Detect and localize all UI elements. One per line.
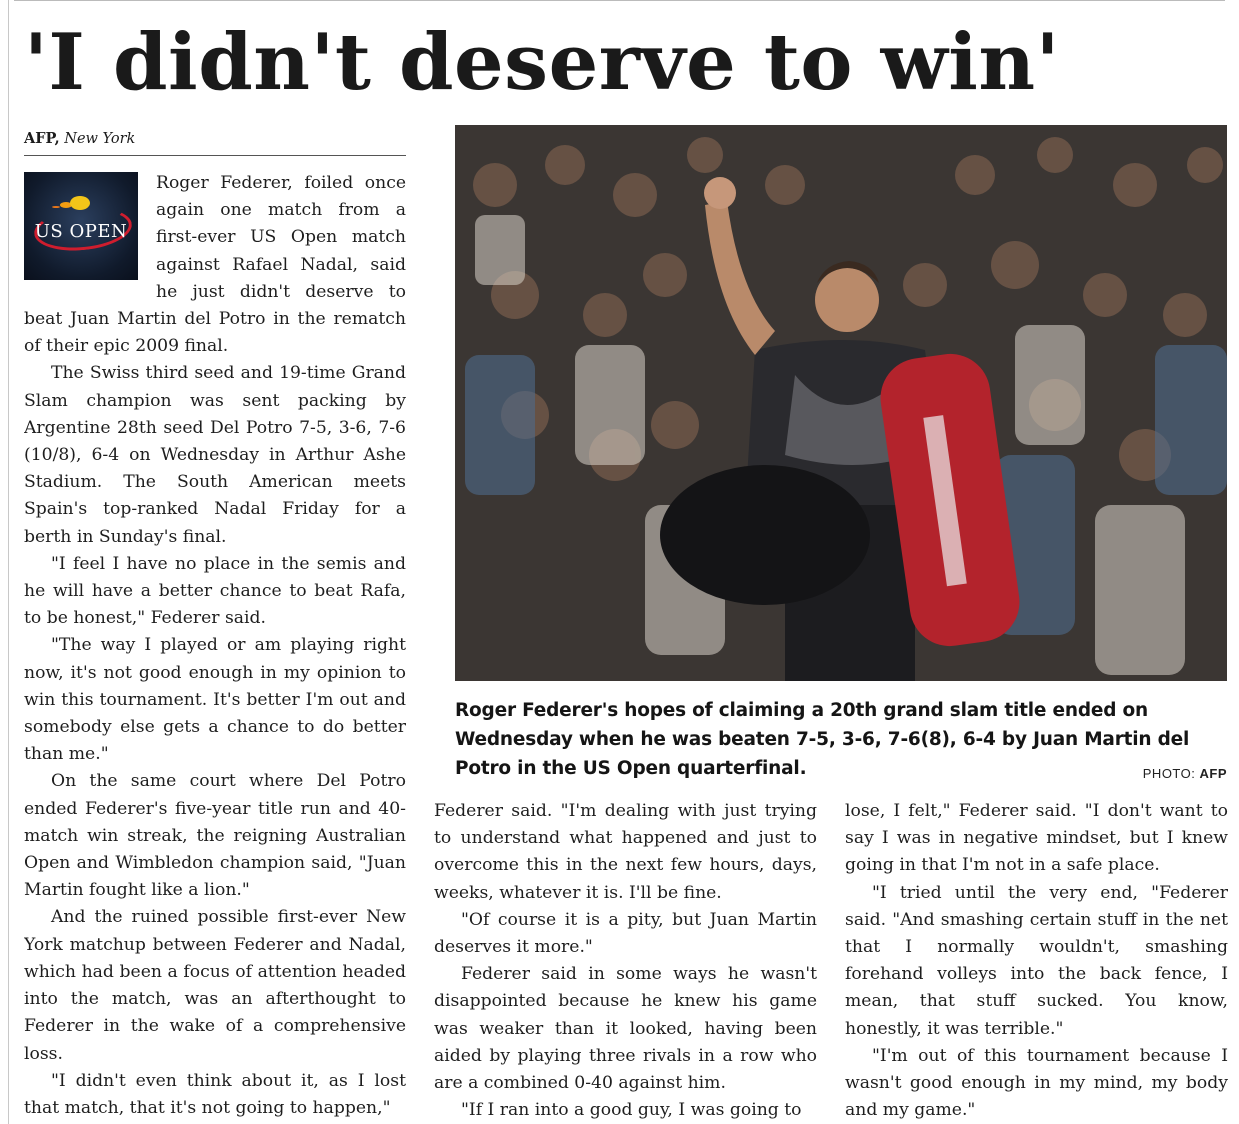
- left-rule: [8, 0, 9, 1124]
- us-open-logo: [24, 172, 138, 280]
- paragraph: "If I ran into a good guy, I was going to: [461, 1100, 802, 1120]
- top-rule: [14, 0, 1225, 1]
- paragraph: And the ruined possible first-ever New York matchup between Federer and Nadal, which had been a focus of attention headed into the match, was an afterthought to Federer in the wake of a comprehensive loss.: [24, 907, 406, 1064]
- paragraph: "The way I played or am playing right now, it's not good enough in my opinion to win this tournament. It's better I'm out and somebody else gets a chance to do better than me.": [24, 635, 406, 765]
- news-photo: [455, 125, 1227, 681]
- paragraph: lose, I felt," Federer said. "I don't want to say I was in negative mindset, but I knew going in that I'm not in a safe place.: [845, 801, 1228, 876]
- article-column-2: [434, 798, 817, 1120]
- photo-credit-agency: AFP: [1199, 766, 1227, 781]
- paragraph: "I tried until the very end, "Federer said. "And smashing certain stuff in the net that I normally wouldn't, smashing forehand volleys into the back fence, I mean, that stuff sucked. You know, honestly, it was terrible.": [845, 882, 1228, 1039]
- byline-agency: AFP,: [24, 130, 60, 147]
- photo-credit-label: PHOTO:: [1142, 766, 1196, 781]
- paragraph: Roger Federer, foiled once again one match from a first-ever US Open match against Rafael Nadal, said he just didn't deserve to beat Juan Martin del Potro in the rematch of their epic 2009 final.: [24, 173, 406, 357]
- paragraph: The Swiss third seed and 19-time Grand Slam champion was sent packing by Argentine 28th seed Del Potro 7-5, 3-6, 7-6 (10/8), 6-4 on Wednesday in Arthur Ashe Stadium. The South American meets Spain's top-ranked Nadal Friday for a berth in Sunday's final.: [24, 363, 406, 547]
- paragraph: Federer said in some ways he wasn't disappointed because he knew his game was weaker than it looked, having been aided by playing three rivals in a row who are a combined 0-40 against him.: [434, 964, 817, 1094]
- paragraph: On the same court where Del Potro ended Federer's five-year title run and 40-match win streak, the reigning Australian Open and Wimbledon champion said, "Juan Martin fought like a lion.": [24, 771, 406, 901]
- paragraph: "Of course it is a pity, but Juan Martin deserves it more.": [434, 909, 817, 958]
- paragraph: "I'm out of this tournament because I wasn't good enough in my mind, my body and my game.": [845, 1045, 1228, 1120]
- photo-credit: [1143, 766, 1227, 781]
- byline-place: New York: [64, 131, 136, 147]
- photo-federer-waving-icon: [455, 125, 1227, 681]
- paragraph: "I feel I have no place in the semis and he will have a better chance to beat Rafa, to be honest," Federer said.: [24, 553, 406, 629]
- byline: [24, 129, 406, 156]
- article-column-3: [845, 798, 1228, 1120]
- tennis-ball-icon: [70, 196, 90, 210]
- paragraph: "I didn't even think about it, as I lost that match, that it's not going to happen,": [24, 1070, 406, 1118]
- headline: 'I didn't deserve to win': [24, 17, 1060, 108]
- paragraph: Federer said. "I'm dealing with just trying to understand what happened and just to overcome this in the next few hours, days, weeks, whatever it is. I'll be fine.: [434, 801, 817, 903]
- article-column-1: [24, 170, 406, 1120]
- logo-text: US OPEN: [34, 221, 128, 242]
- photo-caption: Roger Federer's hopes of claiming a 20th grand slam title ended on Wednesday when he was beaten 7-5, 3-6, 7-6(8), 6-4 by Juan Martin del Potro in the US Open quarterfinal.: [455, 700, 1190, 779]
